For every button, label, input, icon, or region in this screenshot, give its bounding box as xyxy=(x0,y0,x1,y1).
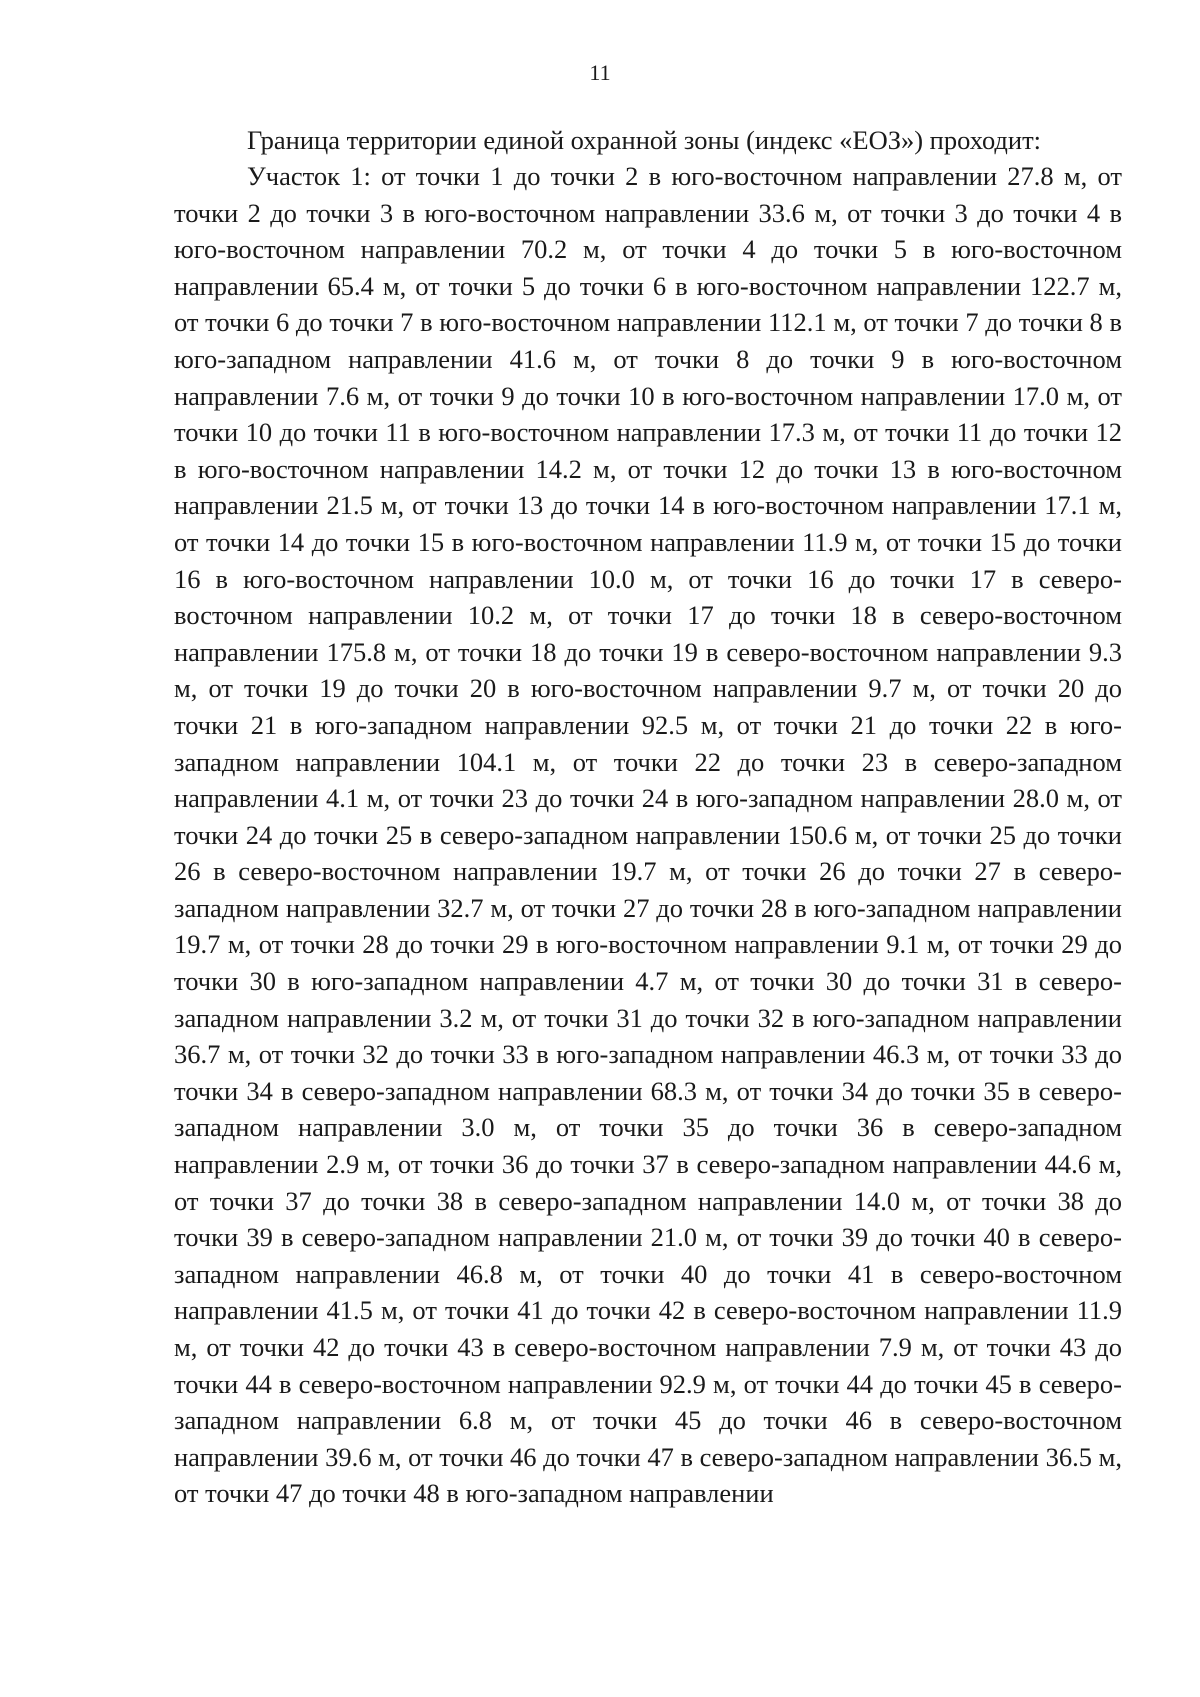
section-heading: Граница территории единой охранной зоны (индекс «ЕОЗ») проходит: xyxy=(247,125,1042,155)
boundary-description-paragraph: Участок 1: от точки 1 до точки 2 в юго-восточном направлении 27.8 м, от точки 2 до точки 3 в юго-восточном направлении 33.6 м, от точки 3 до точки 4 в юго-восточном направлении 70.2 м, от точки 4 до точки 5 в юго-восточном направлении 65.4 м, от точки 5 до точки 6 в юго-восточном направлении 122.7 м, от точки 6 до точки 7 в юго-восточном направлении 112.1 м, от точки 7 до точки 8 в юго-западном направлении 41.6 м, от точки 8 до точки 9 в юго-восточном направлении 7.6 м, от точки 9 до точки 10 в юго-восточном направлении 17.0 м, от точки 10 до точки 11 в юго-восточном направлении 17.3 м, от точки 11 до точки 12 в юго-восточном направлении 14.2 м, от точки 12 до точки 13 в юго-восточном направлении 21.5 м, от точки 13 до точки 14 в юго-восточном направлении 17.1 м, от точки 14 до точки 15 в юго-восточном направлении 11.9 м, от точки 15 до точки 16 в юго-восточном направлении 10.0 м, от точки 16 до точки 17 в северо-восточном направлении 10.2 м, от точки 17 до точки 18 в северо-восточном направлении 175.8 м, от точки 18 до точки 19 в северо-восточном направлении 9.3 м, от точки 19 до точки 20 в юго-восточном направлении 9.7 м, от точки 20 до точки 21 в юго-западном направлении 92.5 м, от точки 21 до точки 22 в юго-западном направлении 104.1 м, от точки 22 до точки 23 в северо-западном направлении 4.1 м, от точки 23 до точки 24 в юго-западном направлении 28.0 м, от точки 24 до точки 25 в северо-западном направлении 150.6 м, от точки 25 до точки 26 в северо-восточном направлении 19.7 м, от точки 26 до точки 27 в северо-западном направлении 32.7 м, от точки 27 до точки 28 в юго-западном направлении 19.7 м, от точки 28 до точки 29 в юго-восточном направлении 9.1 м, от точки 29 до точки 30 в юго-западном направлении 4.7 м, от точки 30 до точки 31 в северо-западном направлении 3.2 м, от точки 31 до точки 32 в юго-западном направлении 36.7 м, от точки 32 до точки 33 в юго-западном направлении 46.3 м, от точки 33 до точки 34 в северо-западном направлении 68.3 м, от точки 34 до точки 35 в северо-западном направлении 3.0 м, от точки 35 до точки 36 в северо-западном направлении 2.9 м, от точки 36 до точки 37 в северо-западном направлении 44.6 м, от точки 37 до точки 38 в северо-западном направлении 14.0 м, от точки 38 до точки 39 в северо-западном направлении 21.0 м, от точки 39 до точки 40 в северо-западном направлении 46.8 м, от точки 40 до точки 41 в северо-восточном направлении 41.5 м, от точки 41 до точки 42 в северо-восточном направлении 11.9 м, от точки 42 до точки 43 в северо-восточном направлении 7.9 м, от точки 43 до точки 44 в северо-восточном направлении 92.9 м, от точки 44 до точки 45 в северо-западном направлении 6.8 м, от точки 45 до точки 46 в северо-восточном направлении 39.6 м, от точки 46 до точки 47 в северо-западном направлении 36.5 м, от точки 47 до точки 48 в юго-западном направлении xyxy=(174,161,1123,1509)
page-number: 11 xyxy=(589,60,611,85)
